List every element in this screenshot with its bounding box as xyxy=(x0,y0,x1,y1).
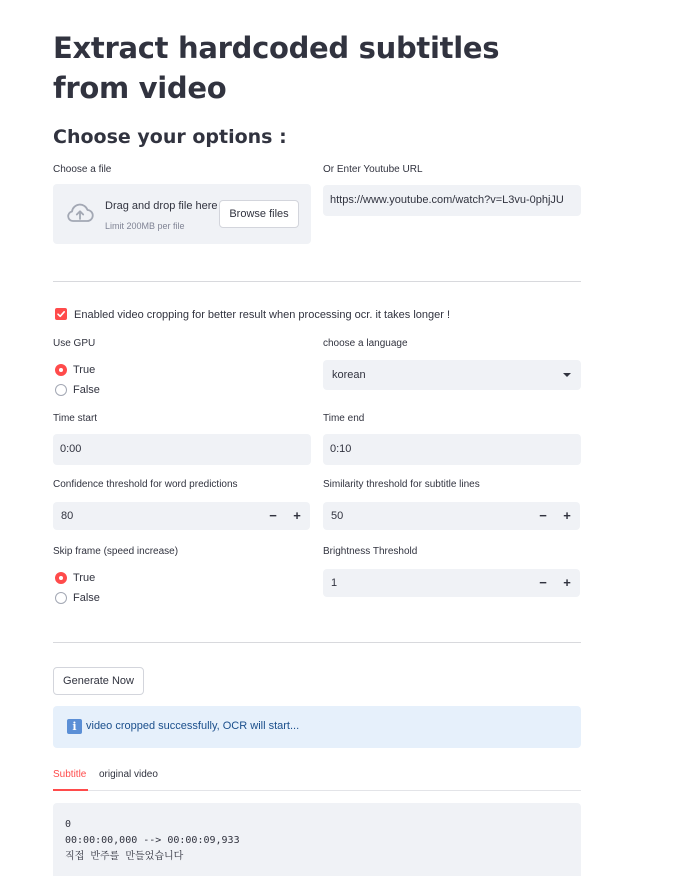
cloud-upload-icon xyxy=(65,202,95,229)
similarity-increment-button[interactable]: + xyxy=(563,508,571,523)
info-icon: i xyxy=(67,719,82,734)
active-tab-indicator xyxy=(53,789,88,791)
similarity-label: Similarity threshold for subtitle lines xyxy=(323,479,480,490)
time-start-label: Time start xyxy=(53,413,98,424)
file-uploader-label: Choose a file xyxy=(53,164,112,175)
similarity-number-input[interactable] xyxy=(323,502,580,530)
tab-original-video[interactable]: original video xyxy=(99,769,158,780)
brightness-value: 1 xyxy=(331,577,338,589)
confidence-label: Confidence threshold for word predictions xyxy=(53,479,238,490)
gpu-false-label: False xyxy=(73,384,100,396)
brightness-label: Brightness Threshold xyxy=(323,546,418,557)
gpu-true-label: True xyxy=(73,364,96,376)
confidence-increment-button[interactable]: + xyxy=(293,508,301,523)
checkmark-icon xyxy=(56,309,66,319)
youtube-url-input[interactable]: https://www.youtube.com/watch?v=L3vu-0phjJU xyxy=(323,185,581,216)
use-gpu-label: Use GPU xyxy=(53,338,96,349)
time-end-input[interactable]: 0:10 xyxy=(323,434,581,465)
skip-frame-false-radio[interactable] xyxy=(55,592,67,604)
gpu-true-radio[interactable] xyxy=(55,364,67,376)
cropping-checkbox-label: Enabled video cropping for better result when processing ocr. it takes longer ! xyxy=(74,309,451,321)
generate-now-button[interactable]: Generate Now xyxy=(53,667,144,695)
skip-frame-true-label: True xyxy=(73,572,96,584)
chevron-down-icon xyxy=(563,373,571,377)
options-heading: Choose your options : xyxy=(53,126,287,148)
brightness-decrement-button[interactable]: − xyxy=(539,575,547,590)
time-end-label: Time end xyxy=(323,413,365,424)
browse-files-button[interactable]: Browse files xyxy=(219,200,299,228)
confidence-number-input[interactable] xyxy=(53,502,310,530)
cropping-checkbox[interactable] xyxy=(55,308,67,320)
dropzone-limit: Limit 200MB per file xyxy=(105,221,185,231)
divider xyxy=(53,642,581,643)
divider xyxy=(53,281,581,282)
tab-subtitle[interactable]: Subtitle xyxy=(53,769,87,780)
language-select[interactable] xyxy=(323,360,581,390)
similarity-value: 50 xyxy=(331,510,344,522)
skip-frame-false-label: False xyxy=(73,592,100,604)
skip-frame-true-radio[interactable] xyxy=(55,572,67,584)
tab-divider xyxy=(53,790,581,791)
skip-frame-label: Skip frame (speed increase) xyxy=(53,546,179,557)
confidence-decrement-button[interactable]: − xyxy=(269,508,277,523)
brightness-number-input[interactable] xyxy=(323,569,580,597)
info-alert-text: video cropped successfully, OCR will start... xyxy=(86,720,300,732)
youtube-url-label: Or Enter Youtube URL xyxy=(323,164,423,175)
file-dropzone[interactable] xyxy=(53,184,311,244)
page-title: Extract hardcoded subtitles from video xyxy=(53,31,500,105)
info-alert xyxy=(53,706,581,748)
language-label: choose a language xyxy=(323,338,408,349)
subtitle-output: 0 00:00:00,000 --> 00:00:09,933 직접 반주를 만들었습니다 xyxy=(53,803,581,876)
gpu-false-radio[interactable] xyxy=(55,384,67,396)
brightness-increment-button[interactable]: + xyxy=(563,575,571,590)
dropzone-instructions: Drag and drop file here xyxy=(105,200,218,212)
similarity-decrement-button[interactable]: − xyxy=(539,508,547,523)
time-start-input[interactable]: 0:00 xyxy=(53,434,311,465)
language-select-value: korean xyxy=(332,369,366,381)
confidence-value: 80 xyxy=(61,510,74,522)
